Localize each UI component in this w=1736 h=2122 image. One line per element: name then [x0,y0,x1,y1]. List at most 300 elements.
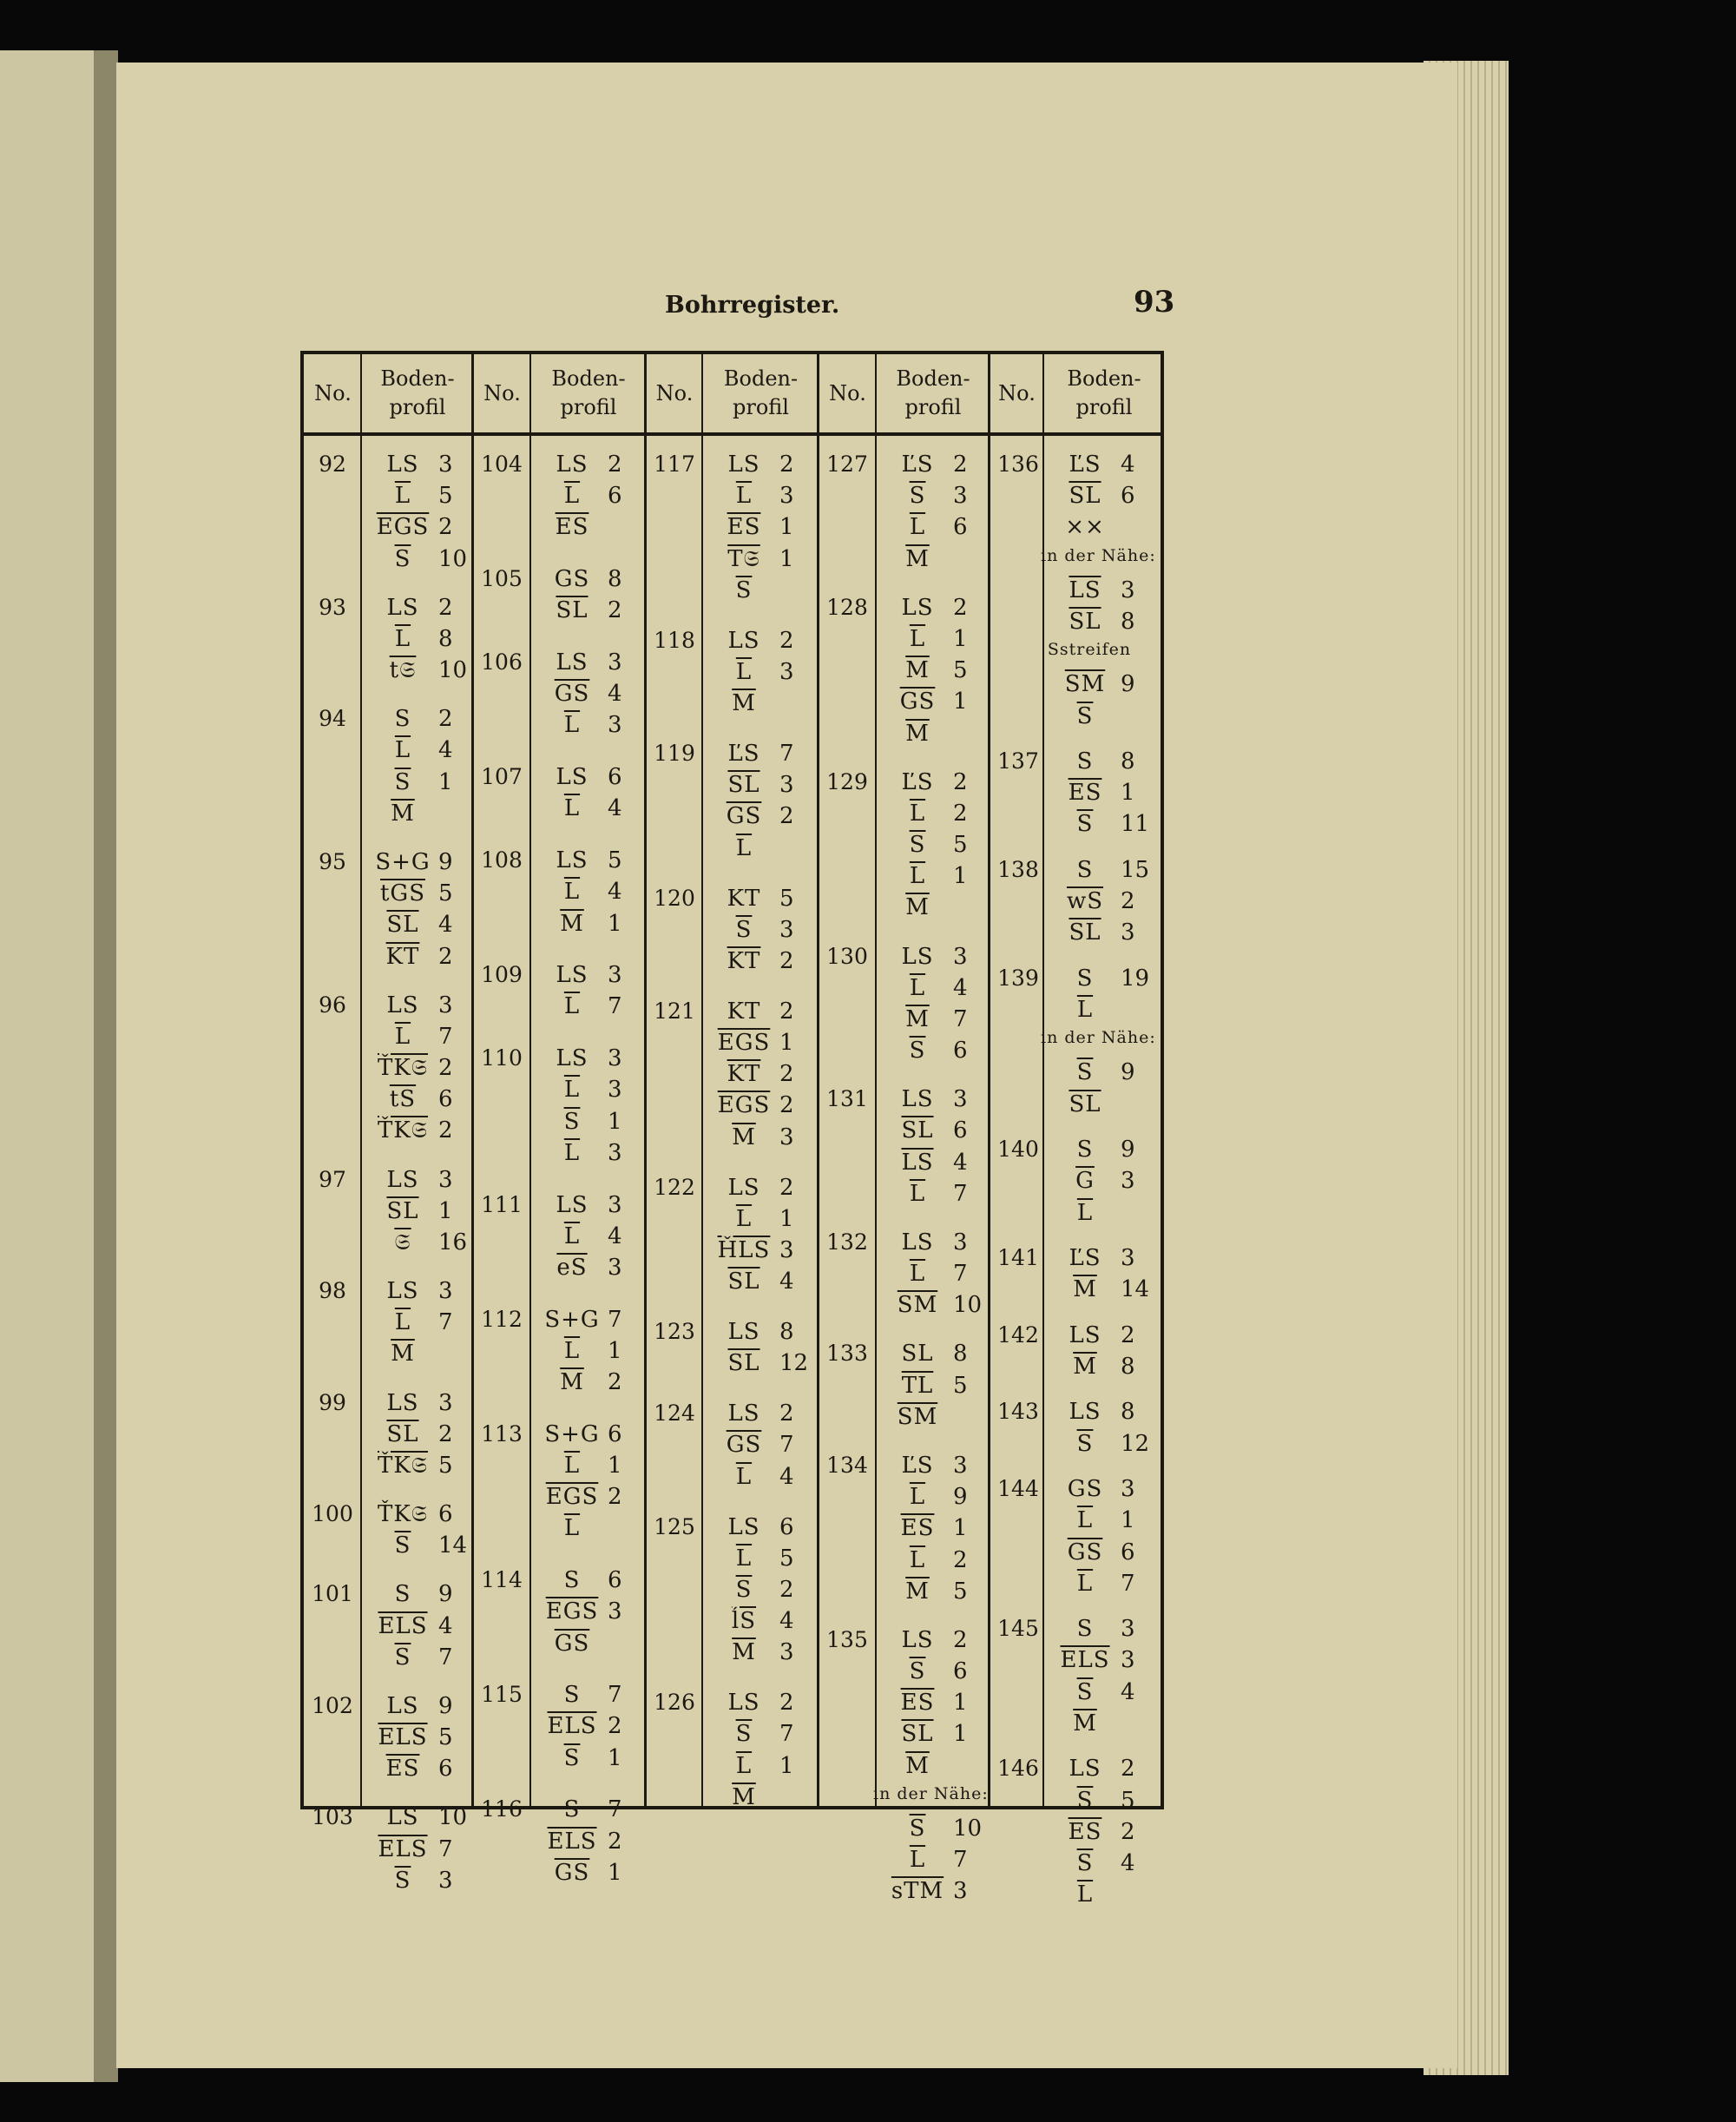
profile-layer [540,962,637,992]
soil-symbol: LS [901,1626,934,1653]
facing-page-edge [0,50,104,2082]
layer-thickness: 8 [1121,748,1135,775]
soil-symbol: ĽS [1069,451,1101,478]
layer-thickness: 3 [1121,1476,1135,1503]
profile-layer [540,1796,637,1827]
soil-symbol: LS [727,451,760,478]
layer-thickness: 3 [608,649,622,676]
soil-symbol: $\overline{wS}$ [1066,888,1104,915]
layer-thickness: 1 [779,1030,794,1057]
layer-thickness: 1 [779,545,794,572]
profile-layer [1053,1881,1150,1912]
profile-layer [540,1860,637,1890]
layer-thickness: 12 [1121,1430,1150,1457]
layer-thickness: 5 [1121,1787,1135,1814]
profile-layer [540,597,637,628]
soil-symbol: $\overline{L}$ [735,1545,753,1572]
profile-layer [885,514,983,544]
bohrung-number: 142 [997,1321,1039,1348]
profile-layer [371,1868,468,1898]
layer-thickness: 6 [1121,483,1135,510]
soil-symbol: ĽS [901,451,934,478]
soil-symbol: $\overline{tS}$ [389,1086,417,1113]
profile-layer [371,595,468,625]
layer-thickness: 8 [1121,1399,1135,1426]
profile-layer [1053,483,1150,513]
soil-symbol: LS [727,1319,760,1346]
header-no: No. [314,380,352,405]
layer-thickness: 3 [779,1124,794,1150]
profile-layer [371,1024,468,1054]
profile-layer [1053,965,1150,996]
layer-thickness: 7 [953,1261,968,1288]
profile-layer [1053,1245,1150,1275]
profile-layer [540,1453,637,1483]
bohrung-number: 131 [826,1086,868,1112]
profile-layer [540,712,637,742]
profile-layer [712,1608,809,1638]
soil-symbol: $\overline{M}$ [732,690,756,717]
soil-symbol: $\overline{ELS}$ [547,1713,597,1740]
soil-symbol: $\overline{ȞLS}$ [717,1237,771,1263]
soil-symbol: Sstreifen [1047,640,1132,660]
profile-layer [540,514,637,544]
header-no: No. [655,380,694,405]
profile-layer [540,1484,637,1514]
soil-symbol: S+G [544,1420,600,1447]
layer-thickness: 7 [438,1835,453,1862]
profile-layer [712,1092,809,1123]
soil-symbol: $\overline{ES}$ [555,514,589,541]
bohrung-number: 108 [481,847,523,873]
layer-thickness: 5 [953,1578,968,1605]
layer-thickness: 7 [608,1796,622,1823]
layer-thickness: 6 [608,483,622,510]
layer-thickness [776,577,809,608]
layer-thickness: 4 [608,879,622,906]
layer-thickness: 9 [953,1484,968,1511]
soil-symbol: $\overline{S}$ [909,1658,926,1685]
soil-symbol: in der Nähe: [1041,1028,1156,1048]
profile-layer [371,1390,468,1420]
layer-thickness [776,1784,809,1815]
profile-layer [885,1341,983,1371]
profile-layer [885,1847,983,1877]
soil-symbol: t𝔖 [389,657,417,684]
profile-layer [712,803,809,834]
soil-symbol: $\overline{SL}$ [901,1117,934,1144]
layer-thickness: 4 [779,1608,794,1635]
layer-thickness: 1 [953,863,968,890]
layer-thickness: 1 [953,1721,968,1748]
layer-thickness: 4 [608,795,622,822]
bohrung-number: 110 [481,1045,523,1071]
profile-layer [1041,545,1171,577]
soil-symbol: $\overline{GS}$ [1067,1539,1103,1565]
table-header [304,354,1161,436]
soil-symbol: $\overline{L}$ [909,1546,926,1573]
profile-layer [540,1421,637,1452]
header-no: No. [998,380,1036,405]
profile-layer [371,1453,468,1483]
profile-layer [712,1206,809,1236]
layer-thickness: 4 [608,1222,622,1249]
soil-symbol: $\overline{L}$ [563,712,581,739]
layer-thickness: 1 [953,625,968,652]
profile-layer [371,1341,468,1371]
soil-symbol: LS [727,627,760,654]
profile-layer [371,1644,468,1675]
bohrung-number: 125 [654,1513,695,1539]
soil-symbol: $\overline{LS}$ [1069,577,1101,603]
soil-symbol: $\overline{M}$ [905,1752,930,1779]
profile-layer [885,1816,983,1846]
bohrung-number: 145 [997,1616,1039,1642]
bohrung-number: 101 [312,1581,353,1607]
layer-thickness: 2 [953,1546,968,1573]
soil-symbol: $\overline{M}$ [905,894,930,921]
layer-thickness: 5 [438,1452,453,1479]
profile-layer [885,832,983,862]
soil-symbol: $\overline{EGS}$ [545,1484,599,1511]
soil-symbol: $\overline{GS}$ [726,1432,762,1459]
layer-thickness: 3 [438,992,453,1018]
profile-layer [1053,1679,1150,1710]
layer-thickness: 6 [438,1086,453,1113]
layer-thickness: 2 [779,947,794,974]
profile-layer [371,1501,468,1532]
layer-thickness: 10 [438,1804,468,1831]
bohrung-number: 138 [997,856,1039,882]
layer-thickness: 16 [438,1229,468,1255]
soil-symbol: $\overline{ES}$ [1068,1818,1102,1845]
soil-symbol: $\overline{S}$ [563,1108,581,1135]
soil-symbol: $\overline{L}$ [1076,1570,1094,1597]
profile-layer [1053,671,1150,702]
profile-layer [712,1577,809,1607]
bohrung-number: 112 [481,1306,523,1332]
profile-layer [1053,1647,1150,1677]
profile-layer [712,483,809,513]
profile-layer [712,1237,809,1268]
profile-layer [885,1453,983,1483]
profile-layer [540,993,637,1024]
profile-layer [371,1613,468,1644]
profile-layer [540,1713,637,1743]
profile-layer [885,1690,983,1720]
soil-symbol: LS [1069,1756,1101,1783]
profile-layer [540,1745,637,1776]
layer-thickness: 2 [953,594,968,621]
profile-layer [1053,1571,1150,1601]
layer-thickness: 5 [953,1372,968,1399]
profile-layer [540,879,637,909]
soil-symbol: S [563,1682,581,1709]
bohrung-number: 105 [481,566,523,592]
profile-layer [885,1753,983,1783]
column-rule [875,354,877,1806]
layer-thickness: 2 [608,1369,622,1396]
layer-thickness: 1 [1121,1507,1135,1534]
layer-thickness: 2 [953,768,968,795]
profile-layer [885,657,983,688]
bohrung-number: 118 [654,627,695,653]
layer-thickness: 2 [608,1828,622,1855]
profile-layer [712,451,809,482]
layer-thickness: 2 [779,1576,794,1603]
soil-symbol: $\overline{M}$ [391,1341,415,1367]
soil-symbol: $\overline{EGS}$ [717,1030,771,1057]
profile-layer [885,1117,983,1148]
layer-thickness: 3 [438,1867,453,1894]
layer-thickness: 8 [953,1341,968,1367]
layer-thickness: 8 [438,625,453,652]
profile-layer [540,795,637,826]
profile-layer [371,944,468,974]
soil-symbol: $\overline{S}$ [735,916,753,943]
bohrung-number: 113 [481,1420,523,1447]
profile-layer [540,1369,637,1400]
layer-thickness: 7 [608,993,622,1020]
layer-thickness: 5 [953,832,968,859]
layer-thickness: 1 [438,1197,453,1224]
soil-symbol: $\overline{GS}$ [554,1630,590,1657]
profile-layer [540,1045,637,1076]
layer-thickness: 3 [438,1389,453,1416]
layer-thickness: 7 [779,1432,794,1459]
bohrung-number: 103 [312,1804,353,1830]
layer-thickness: 4 [608,681,622,708]
profile-layer [540,764,637,794]
soil-symbol: $\overline{L}$ [563,1077,581,1104]
layer-thickness [1117,1710,1150,1741]
layer-thickness: 3 [953,1878,968,1905]
layer-thickness [1117,514,1150,544]
layer-thickness: 2 [438,706,453,733]
profile-layer [371,546,468,577]
profile-layer [712,1690,809,1720]
layer-thickness: 3 [779,772,794,799]
profile-layer [1053,857,1150,887]
soil-symbol: in der Nähe: [1041,545,1156,565]
layer-thickness: 3 [779,1237,794,1263]
soil-symbol: $\overline{S}$ [394,768,411,795]
soil-symbol: $\overline{L}$ [909,514,926,541]
soil-symbol: $\overline{tGS}$ [379,880,426,907]
profile-layer [371,1724,468,1755]
soil-symbol: LS [901,943,934,970]
layer-thickness: 3 [1121,919,1135,946]
soil-symbol: $\overline{L}$ [563,1452,581,1479]
layer-thickness: 7 [953,1180,968,1207]
layer-thickness: 7 [608,1306,622,1333]
soil-symbol: ĽS [727,741,760,768]
layer-thickness [1117,1091,1150,1122]
layer-thickness: 6 [608,764,622,791]
profile-layer [540,1515,637,1545]
layer-thickness: 4 [779,1463,794,1490]
layer-thickness: 2 [1121,1818,1135,1845]
bohrung-number: 123 [654,1319,695,1345]
bohrung-number: 133 [826,1341,868,1367]
profile-layer [540,1307,637,1337]
soil-symbol: $\overline{KT}$ [727,1061,761,1088]
soil-symbol: LS [556,451,589,478]
soil-symbol: $\overline{ĺS}$ [731,1608,757,1635]
soil-symbol: KT [727,998,761,1025]
soil-symbol: $\overline{SL}$ [1069,609,1101,635]
layer-thickness: 11 [1121,811,1150,838]
soil-symbol: $\overline{M}$ [391,800,415,827]
soil-symbol: $\overline{L}$ [735,1752,753,1779]
layer-thickness: 2 [779,1174,794,1201]
profile-layer [712,514,809,544]
profile-layer [371,1693,468,1723]
soil-symbol: $\overline{SL}$ [386,1420,419,1447]
soil-symbol: GS [554,566,590,593]
profile-layer [885,595,983,625]
profile-layer [371,483,468,513]
profile-layer [1053,997,1150,1027]
profile-layer [1053,1322,1150,1353]
layer-thickness: 6 [1121,1539,1135,1565]
profile-layer [540,847,637,878]
soil-symbol: $\overline{S}$ [1076,1849,1094,1876]
layer-thickness: 1 [608,1337,622,1364]
layer-thickness: 3 [438,451,453,478]
soil-symbol: $\overline{L}$ [563,1515,581,1542]
soil-symbol: $\overline{S}$ [394,545,411,572]
soil-symbol: LS [556,1045,589,1072]
bohrung-number: 106 [481,649,523,675]
layer-thickness: 15 [1121,856,1150,883]
soil-symbol: $\overline{S}$ [563,1744,581,1771]
profile-layer [712,772,809,802]
soil-symbol: $\overline{L}$ [563,1222,581,1249]
layer-thickness: 5 [953,657,968,684]
layer-thickness: 9 [1121,1059,1135,1086]
layer-thickness: 3 [1121,1647,1135,1674]
soil-symbol: $\overline{L}$ [563,1139,581,1166]
profile-layer [885,1373,983,1403]
profile-layer [371,451,468,482]
bohrung-number: 122 [654,1174,695,1200]
profile-layer [1041,1028,1171,1058]
soil-symbol: $\overline{EGS}$ [545,1598,599,1625]
profile-layer [885,626,983,656]
layer-thickness: 1 [779,1752,794,1779]
soil-symbol: $\overline{M}$ [1073,1710,1097,1736]
profile-layer [540,1109,637,1139]
soil-symbol: $\overline{LS}$ [901,1149,934,1176]
profile-layer [371,1229,468,1260]
soil-symbol: $\overline{S}$ [394,1644,411,1671]
layer-thickness: 2 [438,1420,453,1447]
column-rule [360,354,362,1806]
layer-thickness: 10 [438,545,468,572]
soil-symbol: ĽS [901,1452,934,1479]
profile-layer [371,1117,468,1148]
layer-thickness: 3 [438,1166,453,1193]
profile-layer [885,1878,983,1908]
layer-thickness: 4 [438,912,453,939]
bohrung-number: 146 [997,1756,1039,1782]
layer-thickness: 1 [608,1744,622,1771]
layer-thickness: 6 [953,1117,968,1144]
layer-thickness: 6 [438,1756,453,1783]
column-rule [701,354,703,1806]
layer-thickness: 14 [1121,1276,1150,1303]
profile-layer [1053,514,1150,544]
soil-symbol: ×× [1065,514,1105,541]
profile-layer [371,1309,468,1340]
soil-symbol: $\overline{L}$ [1076,1199,1094,1226]
soil-symbol: $\overline{G}$ [1075,1168,1095,1195]
soil-symbol: $\overline{L}$ [563,483,581,510]
layer-thickness: 2 [953,1626,968,1653]
layer-thickness [435,1341,468,1371]
layer-thickness: 3 [953,943,968,970]
soil-symbol: $\overline{S}$ [1076,1678,1094,1705]
soil-symbol: LS [386,1166,419,1193]
profile-layer [712,948,809,979]
soil-symbol: $\overline{SM}$ [897,1403,938,1430]
header-no: No. [829,380,866,405]
bohrung-number: 137 [997,748,1039,774]
layer-thickness: 19 [1121,965,1150,992]
layer-thickness: 1 [608,910,622,937]
profile-layer [885,944,983,974]
layer-thickness: 3 [438,1278,453,1305]
profile-layer [1053,919,1150,950]
layer-thickness: 2 [953,451,968,478]
profile-layer [885,1181,983,1211]
soil-symbol: $\overline{S}$ [1076,1059,1094,1086]
soil-symbol: $\overline{SL}$ [1069,919,1101,946]
soil-symbol: $\overline{ES}$ [385,1756,420,1783]
bohrung-number: 104 [481,451,523,477]
soil-symbol: $\overline{ELS}$ [378,1724,428,1751]
soil-symbol: LS [901,1086,934,1113]
layer-thickness: 2 [779,1690,794,1717]
soil-symbol: $\overline{L}$ [735,658,753,685]
profile-layer [1053,703,1150,734]
layer-thickness: 2 [779,998,794,1025]
layer-thickness: 7 [438,1309,453,1336]
soil-symbol: S [394,1581,411,1608]
layer-thickness: 4 [1121,451,1135,478]
layer-thickness: 10 [438,657,468,684]
profile-layer [1053,577,1150,608]
soil-symbol: SL [901,1341,934,1367]
bohrung-number: 96 [319,992,346,1018]
soil-symbol: LS [901,594,934,621]
soil-symbol: T𝔖 [727,545,760,572]
profile-layer [712,1400,809,1431]
profile-layer [1053,1091,1150,1122]
layer-thickness: 6 [953,1658,968,1685]
profile-layer [885,894,983,925]
soil-symbol: LS [556,962,589,989]
soil-symbol: $\overline{ELS}$ [378,1835,428,1862]
soil-symbol: $\overline{M}$ [732,1639,756,1666]
profile-layer [540,1192,637,1222]
layer-thickness: 2 [608,1713,622,1740]
layer-thickness: 3 [779,1639,794,1666]
soil-symbol: $\overline{SL}$ [1069,1091,1101,1117]
soil-symbol: ŤK𝔖 [377,1055,429,1082]
soil-symbol: LS [386,594,419,621]
